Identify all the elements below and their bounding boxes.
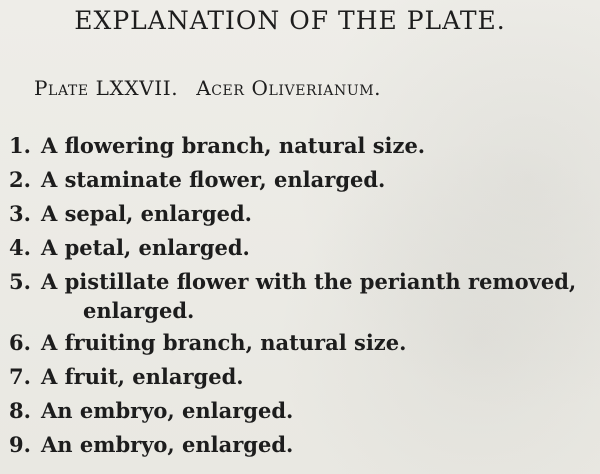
item-text: A staminate flower, enlarged.	[41, 167, 386, 192]
list-item	[9, 231, 594, 265]
page-title: EXPLANATION OF THE PLATE.	[74, 6, 506, 35]
list-item	[9, 265, 594, 326]
item-text: A flowering branch, natural size.	[41, 133, 426, 158]
item-number: 2.	[9, 167, 31, 192]
list-item	[9, 326, 594, 360]
item-number: 1.	[9, 133, 31, 158]
item-text: A fruit, enlarged.	[41, 364, 244, 389]
item-number: 5.	[9, 269, 31, 294]
item-number: 8.	[9, 398, 31, 423]
item-number: 6.	[9, 330, 31, 355]
list-item	[9, 163, 594, 197]
item-number: 7.	[9, 364, 31, 389]
item-text: A fruiting branch, natural size.	[41, 330, 407, 355]
plate-label: Plate LXXVII.	[34, 76, 179, 100]
item-continuation: enlarged.	[83, 298, 195, 323]
item-text: A petal, enlarged.	[41, 235, 250, 260]
list-item	[9, 428, 594, 462]
plate-heading	[34, 76, 381, 100]
item-number: 3.	[9, 201, 31, 226]
item-text: An embryo, enlarged.	[41, 398, 294, 423]
list-item	[9, 129, 594, 163]
list-item	[9, 360, 594, 394]
list-item	[9, 394, 594, 428]
plate-species: Acer Oliverianum.	[196, 76, 382, 100]
item-number: 4.	[9, 235, 31, 260]
plate-explanation-list	[9, 129, 594, 462]
item-text: An embryo, enlarged.	[41, 432, 294, 457]
item-text: A sepal, enlarged.	[41, 201, 252, 226]
list-item	[9, 197, 594, 231]
item-number: 9.	[9, 432, 31, 457]
item-text: A pistillate flower with the perianth removed,	[41, 269, 577, 294]
